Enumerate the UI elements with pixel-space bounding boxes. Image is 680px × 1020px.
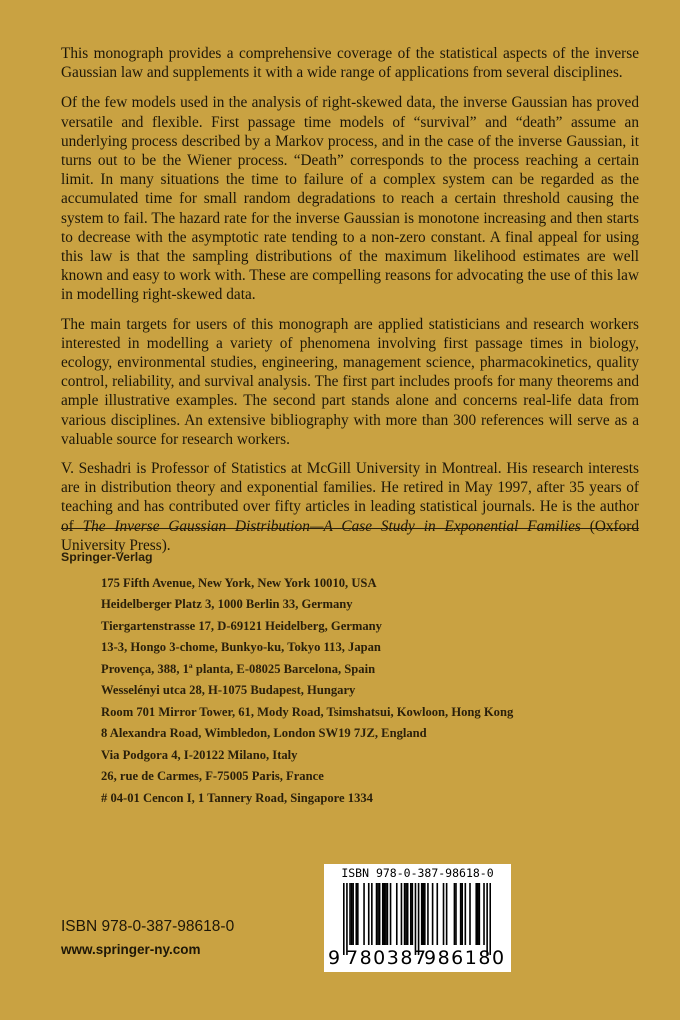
- author-bio-outro: (Oxford University Press).: [61, 517, 640, 554]
- barcode-lead-digit: 9: [328, 947, 341, 969]
- barcode-bar: [405, 883, 407, 945]
- barcode-bar: [387, 883, 389, 945]
- barcode-guard-bar: [489, 883, 491, 955]
- address-line: Room 701 Mirror Tower, 61, Mody Road, Tsimshatsui, Kowloon, Hong Kong: [101, 704, 514, 719]
- barcode-bar: [424, 883, 426, 945]
- barcode: [324, 864, 511, 972]
- barcode-bar: [475, 883, 477, 945]
- address-line: 175 Fifth Avenue, New York, New York 10010, USA: [101, 576, 377, 590]
- barcode-bar: [384, 883, 386, 945]
- back-cover-blurb: [61, 44, 639, 565]
- barcode-bar: [483, 883, 485, 945]
- publisher-name: Springer-Verlag: [61, 550, 153, 564]
- publisher-addresses: [101, 573, 513, 809]
- barcode-bar: [446, 883, 448, 945]
- address-line: Wesselényi utca 28, H-1075 Budapest, Hungary: [101, 683, 356, 698]
- barcode-bar: [352, 883, 354, 945]
- barcode-bar: [460, 883, 462, 945]
- barcode-bars: [343, 883, 491, 955]
- barcode-group-1: 780387: [346, 947, 428, 969]
- barcode-bar: [349, 883, 351, 945]
- barcode-bar: [376, 883, 378, 945]
- barcode-bar: [357, 883, 359, 945]
- author-bio: [61, 459, 639, 555]
- blurb-paragraph-2: Of the few models used in the analysis of right-skewed data, the inverse Gaussian has proved versatile and flexible. First passage time models of “survival” and “death” assume an underlying process described by a Markov process, and in the case of the inverse Gaussian, it turns out to be the Wiener process. “Death” corresponds to the process reaching a certain limit. In many situations the time to failure of a complex system can be regarded as the accumulated time for small random degradations to reach a certain threshold causing the system to fail. The hazard rate for the inverse Gaussian is monotone increasing and then starts to decrease with the asymptotic rate tending to a non-zero constant. A final appeal for using this law is that the sampling distributions of the maximum likelihood estimates are well known and easy to work with. These are compelling reasons for advocating the use of this law in modelling right-skewed data.: [61, 94, 639, 304]
- address-line: Via Podgora 4, I-20122 Milano, Italy: [101, 747, 298, 762]
- divider-rule: [61, 528, 639, 529]
- barcode-bar: [412, 883, 414, 945]
- barcode-digits: [324, 947, 511, 971]
- address-line: # 04-01 Cencon I, 1 Tannery Road, Singapore 1334: [101, 790, 373, 805]
- barcode-bar: [390, 883, 392, 945]
- barcode-bar: [432, 883, 434, 945]
- barcode-bar: [454, 883, 456, 945]
- barcode-bar: [382, 883, 384, 945]
- barcode-bar: [427, 883, 429, 945]
- barcode-guard-bar: [346, 883, 348, 955]
- barcode-bar: [351, 883, 353, 945]
- barcode-guard-bar: [418, 883, 420, 955]
- barcode-guard-bar: [486, 883, 488, 955]
- barcode-group-2: 986180: [424, 947, 506, 969]
- barcode-bar: [385, 883, 387, 945]
- barcode-bar: [355, 883, 357, 945]
- barcode-bar: [396, 883, 398, 945]
- barcode-bar: [469, 883, 471, 945]
- isbn-label: ISBN 978-0-387-98618-0: [61, 918, 235, 935]
- book-title: The Inverse Gaussian Distribution—A Case Study in Exponential Families: [82, 517, 581, 535]
- blurb-paragraph-3: The main targets for users of this monograph are applied statisticians and research workers interested in modelling a variety of phenomena involving first passage times in biology, ecology, environmental studies, engineering, management science, pharmacokinetics, quality control, reliability, and survival analysis. The first part includes proofs for many theorems and ample illustrative examples. The second part stands alone and concerns real-life data from various disciplines. An extensive bibliography with more than 300 references will serve as a valuable source for research workers.: [61, 315, 639, 448]
- barcode-bar: [461, 883, 463, 945]
- barcode-bar: [410, 883, 412, 945]
- barcode-guard-bar: [343, 883, 345, 955]
- blurb-paragraph-1: This monograph provides a comprehensive coverage of the statistical aspects of the inverse Gaussian law and supplements it with a wide range of applications from several disciplines.: [61, 45, 639, 82]
- barcode-bar: [379, 883, 381, 945]
- author-bio-intro: V. Seshadri is Professor of Statistics at McGill University in Montreal. His research interests are in distribution theory and exponential families. He retired in May 1997, after 35 years of teaching and has contributed over fifty articles in leading statistical journals. He is the author of: [61, 460, 639, 535]
- address-line: Provença, 388, 1ª planta, E-08025 Barcelona, Spain: [101, 661, 376, 676]
- barcode-guard-bar: [415, 883, 417, 955]
- publisher-website: www.springer-ny.com: [61, 942, 201, 957]
- barcode-bar: [404, 883, 406, 945]
- barcode-bar: [465, 883, 467, 945]
- barcode-bar: [363, 883, 365, 945]
- barcode-bar: [422, 883, 424, 945]
- address-line: Tiergartenstrasse 17, D-69121 Heidelberg, Germany: [101, 618, 382, 633]
- address-line: 26, rue de Carmes, F-75005 Paris, France: [101, 769, 324, 784]
- barcode-bar: [377, 883, 379, 945]
- barcode-bar: [401, 883, 403, 945]
- barcode-bar: [443, 883, 445, 945]
- address-line: Heidelberger Platz 3, 1000 Berlin 33, Germany: [101, 597, 353, 612]
- barcode-bar: [479, 883, 481, 945]
- barcode-bar: [436, 883, 438, 945]
- barcode-bar: [368, 883, 370, 945]
- address-line: 8 Alexandra Road, Wimbledon, London SW19 7JZ, England: [101, 726, 427, 741]
- barcode-bar: [371, 883, 373, 945]
- barcode-isbn-header: ISBN 978-0-387-98618-0: [341, 866, 494, 880]
- barcode-bar: [421, 883, 423, 945]
- barcode-bar: [455, 883, 457, 945]
- address-line: 13-3, Hongo 3-chome, Bunkyo-ku, Tokyo 113, Japan: [101, 640, 381, 655]
- barcode-bar: [407, 883, 409, 945]
- barcode-bar: [477, 883, 479, 945]
